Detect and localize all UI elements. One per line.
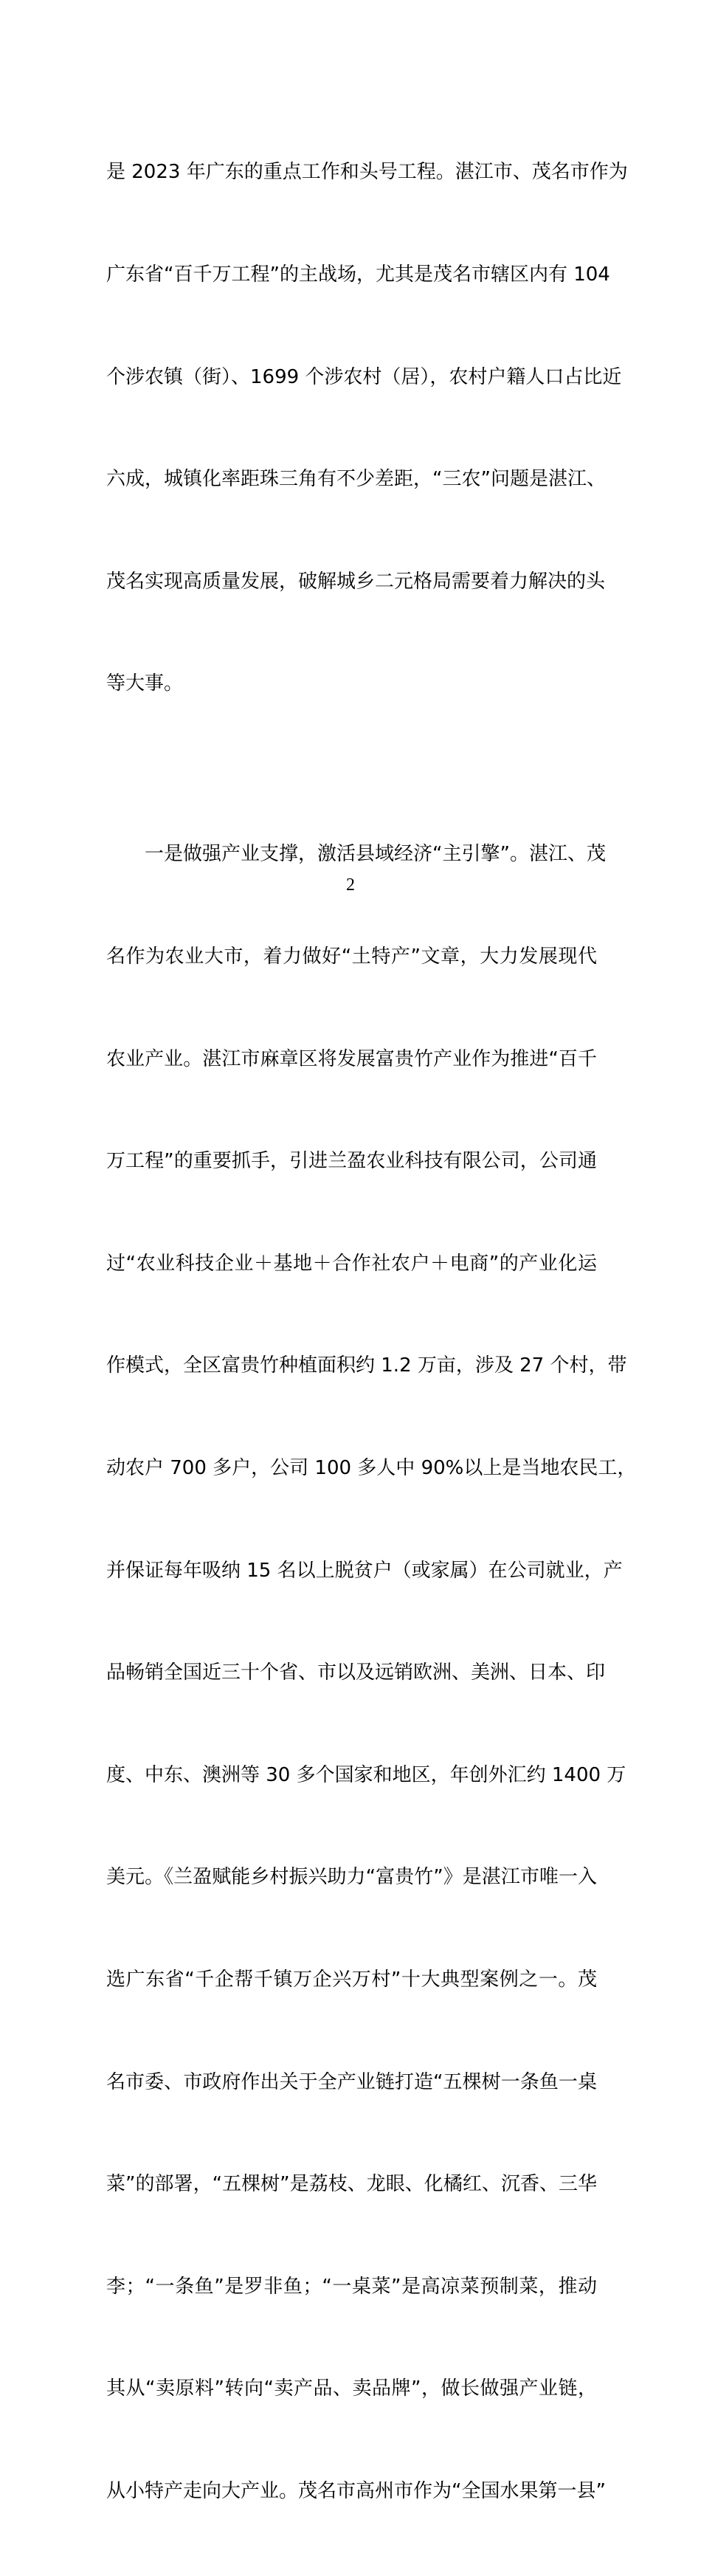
paragraph-2: [106, 769, 637, 2576]
body-text: [106, 87, 637, 2576]
text-line: 李；“一条鱼”是罗非鱼；“一桌菜”是高凉菜预制菜，推动: [106, 2275, 597, 2298]
page-number: 2: [346, 875, 355, 895]
text-line: 品畅销全国近三十个省、市以及远销欧洲、美洲、日本、印: [106, 1661, 606, 1684]
text-line: 菜”的部署，“五棵树”是荔枝、龙眼、化橘红、沉香、三华: [106, 2173, 597, 2196]
text-line: 动农户 700 多户，公司 100 多人中 90%以上是当地农民工，: [106, 1456, 637, 1479]
text-line: 名市委、市政府作出关于全产业链打造“五棵树一条鱼一桌: [106, 2070, 597, 2093]
text-line: 名作为农业大市，着力做好“土特产”文章，大力发展现代: [106, 945, 597, 968]
text-line: 一是做强产业支撑，激活县域经济“主引擎”。湛江、茂: [106, 843, 606, 866]
text-line: 美元。《兰盈赋能乡村振兴助力“富贵竹”》是湛江市唯一入: [106, 1866, 597, 1889]
text-line: 广东省“百千万工程”的主战场，尤其是茂名市辖区内有 104: [106, 264, 610, 286]
text-line: 其从“卖原料”转向“卖产品、卖品牌”，做长做强产业链，: [106, 2377, 597, 2400]
text-line: 从小特产走向大产业。茂名市高州市作为“全国水果第一县”: [106, 2479, 606, 2502]
text-line: 选广东省“千企帮千镇万企兴万村”十大典型案例之一。茂: [106, 1968, 597, 1991]
text-line: 并保证每年吸纳 15 名以上脱贫户（或家属）在公司就业，产: [106, 1559, 623, 1582]
text-line: 万工程”的重要抓手，引进兰盈农业科技有限公司，公司通: [106, 1150, 597, 1173]
paragraph-1: [106, 87, 628, 769]
text-line: 农业产业。湛江市麻章区将发展富贵竹产业作为推进“百千: [106, 1047, 597, 1070]
text-line: 个涉农镇（街）、1699 个涉农村（居），农村户籍人口占比近: [106, 365, 622, 388]
text-line: 茂名实现高质量发展，破解城乡二元格局需要着力解决的头: [106, 570, 606, 593]
text-line: 过“农业科技企业＋基地＋合作社农户＋电商”的产业化运: [106, 1252, 597, 1275]
text-line: 等大事。: [106, 672, 184, 695]
text-line: 度、中东、澳洲等 30 多个国家和地区，年创外汇约 1400 万: [106, 1763, 626, 1786]
text-line: 是 2023 年广东的重点工作和头号工程。湛江市、茂名市作为: [106, 161, 628, 184]
text-line: 作模式，全区富贵竹种植面积约 1.2 万亩，涉及 27 个村，带: [106, 1354, 627, 1377]
text-line: 六成，城镇化率距珠三角有不少差距，“三农”问题是湛江、: [106, 468, 606, 491]
